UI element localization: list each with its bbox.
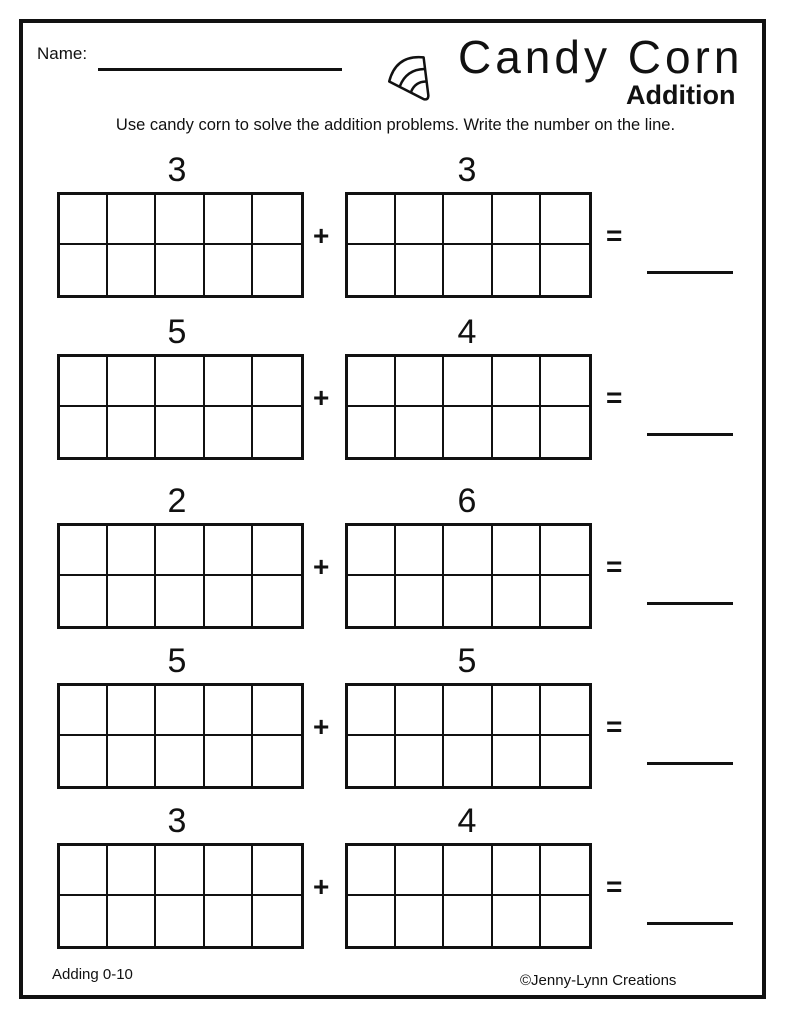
name-write-line[interactable] [98, 68, 342, 71]
problem-row [0, 152, 791, 312]
addend-b: 4 [457, 313, 477, 351]
addend-b: 6 [457, 482, 477, 520]
ten-frame-b[interactable] [345, 523, 592, 629]
addend-a: 2 [167, 482, 187, 520]
plus-sign: + [313, 711, 330, 742]
instructions: Use candy corn to solve the addition problems. Write the number on the line. [115, 116, 676, 134]
answer-line[interactable] [647, 433, 733, 436]
problem-row [0, 314, 791, 474]
footer-skill-label: Adding 0-10 [52, 966, 133, 983]
equals-sign: = [606, 551, 623, 582]
answer-line[interactable] [647, 762, 733, 765]
addend-b: 4 [457, 802, 477, 840]
answer-line[interactable] [647, 922, 733, 925]
plus-sign: + [313, 871, 330, 902]
ten-frame-b[interactable] [345, 192, 592, 298]
ten-frame-a[interactable] [57, 683, 304, 789]
addend-a: 5 [167, 313, 187, 351]
title-line1: Candy Corn [458, 31, 744, 83]
equals-sign: = [606, 220, 623, 251]
equals-sign: = [606, 871, 623, 902]
answer-line[interactable] [647, 602, 733, 605]
plus-sign: + [313, 551, 330, 582]
problem-row [0, 643, 791, 803]
ten-frame-b[interactable] [345, 683, 592, 789]
problem-row [0, 803, 791, 963]
addend-a: 3 [167, 151, 187, 189]
ten-frame-a[interactable] [57, 192, 304, 298]
equals-sign: = [606, 382, 623, 413]
ten-frame-a[interactable] [57, 523, 304, 629]
candy-corn-icon [380, 46, 442, 106]
addend-a: 3 [167, 802, 187, 840]
plus-sign: + [313, 382, 330, 413]
ten-frame-a[interactable] [57, 843, 304, 949]
problem-row [0, 483, 791, 643]
addend-a: 5 [167, 642, 187, 680]
footer-copyright: ©Jenny-Lynn Creations [520, 972, 677, 989]
ten-frame-b[interactable] [345, 354, 592, 460]
title-line2: Addition [626, 80, 736, 110]
equals-sign: = [606, 711, 623, 742]
addend-b: 5 [457, 642, 477, 680]
ten-frame-a[interactable] [57, 354, 304, 460]
answer-line[interactable] [647, 271, 733, 274]
ten-frame-b[interactable] [345, 843, 592, 949]
name-label: Name: [37, 44, 88, 63]
plus-sign: + [313, 220, 330, 251]
addend-b: 3 [457, 151, 477, 189]
